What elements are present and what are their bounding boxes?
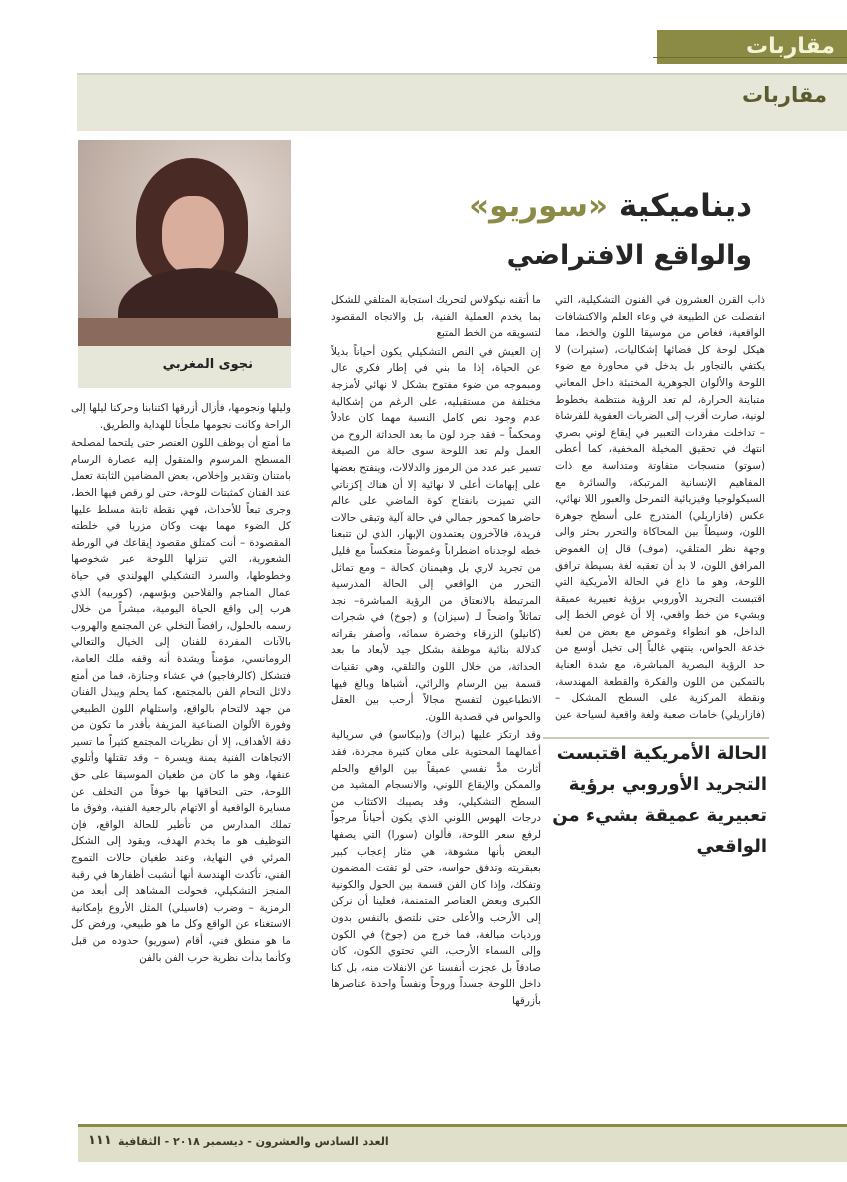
section-corner-band xyxy=(657,30,847,64)
text-column-right xyxy=(555,292,765,722)
article-title xyxy=(469,188,752,224)
paragraph: ما أمتع أن يوظف اللون العنصر حتى يلتحما لمصلحة المسطح المرسوم والمنقول إليه عصارة الرسام بامتنان وتقدير وإخلاص، بعض المضامين الثابتة تعمل عند الفنان كمثبتات للوحة، حتى لو رقص فيها الخط، وجرى تبعاً للأحداث، فهي نقطة ثابتة مسلط عليها كل الضوء مهما بهت وكان مزريا في خلطته المقصودة – أنت كمتلق مقصود إيقاعك في الورطة الشعورية، التي تنزلها اللوحة عبر شخوصها وخطوطها، والسرد التشكيلي الهولندي في حياة عمال المناجم والفلاحين وبؤسهم، (كوربيه) الذي هرب إلى واقع الحياة اليومية، مبشراً من خلال رسمه بالحلول، رافضاً التخلي عن المجتمع والهروب بالآنات المفردة للفنان إلى الخيال والتعالي الرومانسي، مؤمناً ويشدة أنه وقفه ملك العامة، فتشكل (كالرفاجيو) في عشاء وجنازة، فما من أمتع دلائل التحام الفن بالمجتمع، كما يحلم ويبذل الفنان من جهد لالتحام بالواقع، واستلهام اللون الطبيعي وفورة الألوان الصناعية المزيفة بأقدر ما تكون من دقة الأهداف، إلا أن نظريات المجتمع كثيراً ما تسير الاتجاهات الفنية يمنة ويسرة – وقد تقتلها وأتلوي عنقها، وهو ما كان من طغيان الموسيقا على حق اللوحة، حتى التحاقها بها خوفاً من التخلف عن مسايرة الواقعية أو الاتهام بالرجعية الفنية، وفوق ما تملك المدارس من تأطير للحالة الواقع، فإن التوظيف هو ما يخدم الهدف، ويقود إلى الشكل المرئي في النهاية، وعند طغيان حالات التموج الفني، تأكدت الهندسة أنها أنشبت أظفارها في رقبة المنجز التشكيلي، فحولت المشاهد إلى أبعد من الرمزية – وضرب (فاسيلي) المثل الأروع بإمكانية الاستغناء عن الواقع وكل ما هو طبيعي، ورفض كل ما هو منطق فني، أقام (سوريو) حدوده من قبل وكأنما بدأت نظرية حرب الفن بالفن xyxy=(71,437,291,964)
paragraph: ما أتقنه نيكولاس لتحريك استجابة المتلقي للشكل بما يخدم العملية الفنية، بل والاتجاه المقصود لتسويقه من الخط المتبع xyxy=(331,294,541,340)
section-header-bar xyxy=(77,73,847,131)
article-title-accent: «سوريو» xyxy=(469,188,609,224)
pull-quote-line: الواقعي xyxy=(696,836,767,857)
paragraph: وقد ارتكز عليها (براك) و(بيكاسو) في سريالية أعمالهما المحتوية على معان كثيرة مجردة، فقد أثارت مدًّ نفسي عميقاً بين الواقع والحلم والممكن والإيقاع اللوني، والانسجام المشيد من السطح التشكيلي، وقد يصيبك الاكتئاب من درجات الهوس اللوني الذي يكون أحياناً مرجواً لرفع سعر اللوحة، فألوان (سورا) التي يصفها البعض بأنها مشوهة، هي مثار إعجاب كبير بعبقريته وتدفق حواسه، حتى لو تفتت المضمون وتفكك، وإذا كان الفن قسمة بين الحول والكونية الكبرى وبعض العناصر المتمنمة، فعلينا أن نركن إلى الأرحب والأعلى حتى نلتصق بالنفس بدون ورديات مبالغة، فما خرج من (جوخ) في الكون وإلى السماء الأرحب، التي تحتوي الكون، كان صادقاً بل عجزت أنفسنا عن الانفلات منه، بل كنا داخل اللوحة جسداً وروحاً ونفساً واحدة عناصرها بأزرقها xyxy=(331,729,541,1007)
pull-quote xyxy=(545,738,767,862)
section-header-rule xyxy=(77,73,847,75)
author-name: نجوى المغربي xyxy=(162,357,253,372)
issue-info: العدد السادس والعشرون - ديسمبر ٢٠١٨ - الثقافية xyxy=(118,1135,389,1148)
paragraph: ذاب القرن العشرون في الفنون التشكيلية، التي انفصلت عن الطبيعة في وعاء العلم والاكتشافات الواقعية، فغاص من موسيقا اللون والخط، مما هيكل لوحة كل فضائها إشكاليات، (سثيرات) لا يكتفي بالتجاور بل يدخل في محاورة مع ضوء اللوحة والألوان الجوهرية المختبئة داخل المعاني متباينة الحرارة، لم تعد الرؤية منتظمة بخطوط لونية، صارت أقرب إلى الضربات العفوية للفرشاة – تداخلت مفردات التعبير في إيقاع لوني بصري انتهك في تحقيق المخيلة المخفية، كما أعطى (سوتو) منسجات متفاوتة ومتداسة مع ذات المفاهيم الإنسانية المرتبكة، والسائرة مع السيكولوجيا وفيزيائية التمرحل والعبور اللا نهائي، عكس (فازاريلي) المتدرج على أسطح جوهرة اللون، وسيطاً بين المحاكاة والتحرر بحثر والى وجهة نظر المتلقي، (موف) قال إن الغموض المرافق اللون، لا بد أن تعقبه لغة بسيطة ترافق اللوحة، وهو ما ذاع في الحالة الأمريكية التي اقتبست التجريد الأوروبي برؤية تعبيرية عميقة وبشيء من خط واقعي، إلا أن غوص الخط إلى الداخل، هو انطواء وغموض مع بعض من لعبة خدعة الحواس، ينتهي غالباً إلى تخيل أوسع من حد الرؤية البصرية المباشرة، مع شدة العناية بالتمكين من اللون والفكرة والقطعة المهندسة، ونقطة المركزية على السطح المشكل – (فازاريلي) خامات صعبة ولغة واقعية لسياحة عين xyxy=(555,294,765,721)
footer-accent-strip xyxy=(78,1124,847,1127)
pull-quote-line: تعبيرية عميقة بشيء من xyxy=(552,805,767,826)
author-photo xyxy=(78,140,291,346)
text-column-middle xyxy=(331,292,541,1162)
page-footer xyxy=(78,1124,847,1162)
page-number: ١١١ xyxy=(88,1133,112,1148)
article-subtitle: والواقع الافتراضي xyxy=(506,240,752,271)
corner-section-word: مقاربات xyxy=(745,34,835,59)
author-caption xyxy=(78,346,291,388)
section-title: مقاربات xyxy=(742,83,827,107)
paragraph: إن العيش في النص التشكيلي يكون أحياناً بديلاً عن الحياة، إذا ما بني في إطار فكري عال ومبموجه من ضوء مفتوح بشكل لا نهائي لأمزجة مختلفة من مستقبليه، على الرغم من إشكالية عدم وجود نص كامل النسبة مهما كان عادلاً ومحكماً – فقد جرد لون ما بعد الحداثة الروح من العمل ولم تعد اللوحة سوى حالة من الصيغة تسير عبر عدد من الرموز والدلالات، وينفتح بعضها على إبهامات أعلى لا نهائية إلا أن هناك إكزناتي التي تميزت بانفتاح كوة الماضي على عالم حاضرها كمحور جمالي في حالة آلية وتبقى حالات فريدة، فالآخرون يعتمدون الإبهار، الذي لن تتبعنا خطه لوجدناه اضطراباً وغموضاً منعكساً مع قليل من تجريد لاري بل وهيمنان كحالة – ومع تماثل التحرر من الواقعي إلى الحالة المدرسية المرتبطة بالانعتاق من الرؤية المباشرة– نجد تماثلاً واضحاً لـ (سيزان) و (جوخ) في شجرات (كانيلو) الزرقاء وخضرة سمائه، وأصفر بقراته كدلالة بنائية موظفة بشكل جيد لأبعاد ما بعد الحداثة، من خلال اللون والتلقي، وهي تقنيات قسمة بين الرسام والرائي، أشباها وبالغ فيها الانطباعيون لتفسح مجالاً أرحب بين العقل والحواس في قصدية اللون. xyxy=(331,345,541,723)
article-title-prefix: ديناميكية xyxy=(608,188,752,224)
text-column-left xyxy=(71,400,291,1090)
pull-quote-line: الحالة الأمريكية اقتبست xyxy=(556,743,767,764)
pull-quote-line: التجريد الأوروبي برؤية xyxy=(568,774,767,795)
paragraph: وليلها ونجومها، فأزال أزرقها اكتنابنا وحركنا ليلها إلى الراحة وكانت نجومها ملجأنا للهداية والطريق. xyxy=(71,402,291,431)
